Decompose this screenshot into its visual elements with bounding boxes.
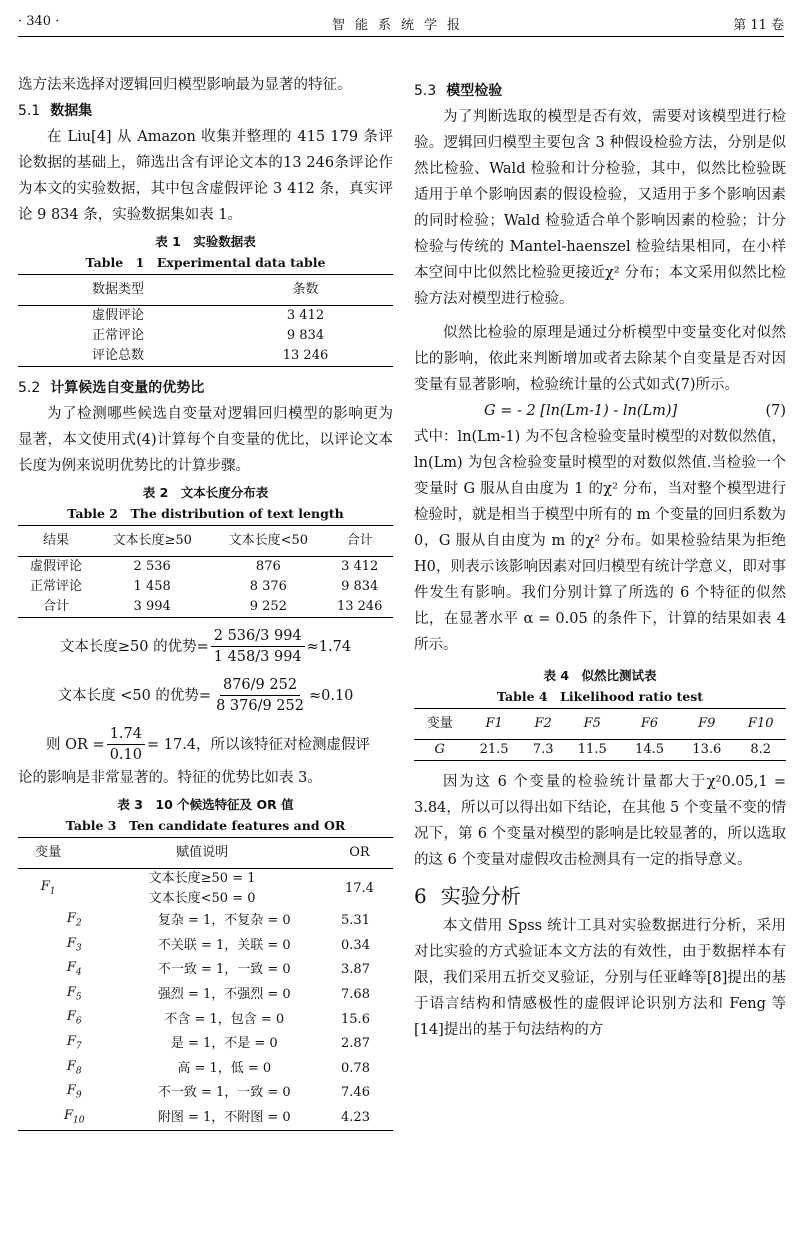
page-number: · 340 · (18, 14, 60, 29)
table4-caption-en: Table 4 Likelihood ratio test (496, 689, 704, 704)
table-header: 文本长度<50 (210, 526, 326, 557)
table-row: 评论总数 13 246 (18, 346, 393, 367)
table-row: 正常评论 9 834 (92, 328, 325, 343)
table-header: F2 (523, 709, 564, 740)
paragraph: 本文借用 Spss 统计工具对实验数据进行分析，采用对比实验的方式验证本文方法的有效性，由于数据样本有限，我们采用五折交叉验证，分别与任亚峰等[8]提出的基于语言结构和情感极性的虚假评论识别方法和 Feng 等[14]提出的基于句法结构的方 (414, 918, 786, 1038)
paragraph: 在 Liu[4] 从 Amazon 收集并整理的 415 179 条评论数据的基础上，筛选出含有评论文本的13 246条评论作为本文的实验数据，其中包含虚假评论 3 412 条，真实评论 9 834 条，实验数据集如表 1。 (18, 129, 393, 223)
table-header: 条数 (218, 275, 393, 306)
odds-formula-ge50: 文本长度≥50 的优势= $\frac{2 536/3 994}{1 458/3 994}$ ≈1.74 (59, 628, 352, 665)
section-heading-6: 6 实验分析 (414, 884, 521, 908)
table2-caption-zh: 表 2 文本长度分布表 (142, 485, 269, 500)
table-header: 变量 (414, 709, 465, 740)
table-row: $F_9$ 不一致 = 1，一致 = 0 7.46 (66, 1083, 370, 1101)
table-row: $F_6$ 不含 = 1，包含 = 0 15.6 (66, 1009, 370, 1027)
table-header: 变量 (18, 838, 78, 869)
paragraph: 似然比检验的原理是通过分析模型中变量变化对似然比的影响，依此来判断增加或者去除某个自变量是否对因变量有显著影响，检验统计量的公式如式(7)所示。 (414, 325, 786, 393)
table-header: F5 (564, 709, 621, 740)
table-1 (18, 274, 393, 367)
table-row: $F_7$ 是 = 1，不是 = 0 2.87 (66, 1033, 370, 1052)
section-heading-5-3: 5.3 模型检验 (414, 83, 503, 99)
table-row: $F_5$ 强烈 = 1，不强烈 = 0 7.68 (66, 984, 370, 1003)
table-header: 结果 (18, 526, 94, 557)
table-header: 赋值说明 (78, 838, 326, 869)
table1-caption-zh: 表 1 实验数据表 (155, 234, 256, 249)
table-row: 合计 3 994 9 252 13 246 (18, 597, 393, 618)
table-3-rows (18, 909, 393, 1131)
paragraph: 因为这 6 个变量的检验统计量都大于χ²0.05,1 = 3.84，所以可以得出如下结论，在其他 5 个变量不变的情况下，第 6 个变量对模型的影响是比较显著的，所以选取的这 6 个变量对虚假攻击检测具有一定的指导意义。 (414, 774, 786, 868)
paragraph: 论的影响是非常显著的。特征的优势比如表 3。 (18, 770, 322, 786)
paragraph: 为了检测哪些候选自变量对逻辑回归模型的影响更为显著，本文使用式(4)计算每个自变量的优比，以评论文本长度为例来说明优势比的计算步骤。 (18, 406, 393, 474)
running-header (18, 12, 784, 37)
right-column (414, 78, 786, 1043)
left-column (18, 72, 393, 1131)
table-row: G 21.5 7.3 11.5 14.5 13.6 8.2 (414, 740, 786, 761)
table-header: 数据类型 (18, 275, 218, 306)
or-formula: 则 OR = $\frac{1.74}{0.10}$ = 17.4，所以该特征对检测虚假评 (46, 726, 371, 763)
table-header: 文本长度≥50 (94, 526, 210, 557)
table-row: $F_3$ 不关联 = 1，关联 = 0 0.34 (66, 935, 370, 954)
journal-name: 智能系统学报 (331, 18, 470, 33)
table-4 (414, 708, 786, 761)
paragraph: 为了判断选取的模型是否有效，需要对该模型进行检验。逻辑回归模型主要包含 3 种假设检验方法，分别是似然比检验、Wald 检验和计分检验，其中，似然比检验既适用于单个影响因素的假设检验，又适用于多个影响因素的同时检验；Wald 检验适合单个影响因素的检验；计分检验与传统的 Mantel-haenszel 检验结果相同，在小样本空间中比似然比检验更接近χ² 分布；本文采用似然比检验方法对模型进行检验。 (414, 109, 786, 307)
table-header: F10 (735, 709, 786, 740)
table3-caption-zh: 表 3 10 个候选特征及 OR 值 (117, 797, 294, 812)
table-header: OR (326, 838, 393, 869)
table-header: 合计 (326, 526, 393, 557)
table3-caption-en: Table 3 Ten candidate features and OR (65, 818, 346, 833)
table-row: 虚假评论 3 412 (92, 308, 325, 323)
table-header: F6 (621, 709, 678, 740)
volume-label: 第 11 卷 (733, 18, 784, 33)
table-row: $F_1$ 文本长度≥50 = 1 17.4 (40, 871, 374, 897)
paragraph: 式中：ln(Lm-1) 为不包含检验变量时模型的对数似然值，ln(Lm) 为包含检验变量时模型的对数似然值.当检验一个变量时 G 服从自由度为 1 的χ² 分布，当对整个模型进行检验时，就是相当于模型中所有的 m 个变量的回归系数为 0，G 服从自由度为 m 的χ² 分布。如果检验结果为拒绝 H0，则表示该影响因素对回归模型有统计学意义，即对事件发生有影响。我们分别计算了所选的 6 个特征的似然比，在显著水平 α = 0.05 的条件下，计算的结果如表 4 所示。 (414, 429, 786, 653)
equation-7: G = - 2 [ln(Lm-1) - ln(Lm)] (7) (484, 403, 786, 419)
section-heading-5-1: 5.1 数据集 (18, 103, 93, 119)
table2-caption-en: Table 2 The distribution of text length (67, 506, 344, 521)
table-row: $F_2$ 复杂 = 1，不复杂 = 0 5.31 (66, 911, 370, 929)
table-row: $F_8$ 高 = 1，低 = 0 0.78 (66, 1058, 370, 1077)
table-row: 正常评论 1 458 8 376 9 834 (30, 579, 379, 594)
table-2 (18, 525, 393, 618)
table-row: $F_4$ 不一致 = 1，一致 = 0 3.87 (66, 960, 370, 978)
table-row: 虚假评论 2 536 876 3 412 (30, 559, 379, 574)
table-header: F9 (678, 709, 735, 740)
table-3: 变量 赋值说明 OR $F_1$ 文本长度≥50 = 1 17.4 文本长度<50 = 0 (18, 837, 393, 909)
table-row: $F_{10}$ 附图 = 1，不附图 = 0 4.23 (18, 1106, 393, 1131)
paragraph: 选方法来选择对逻辑回归模型影响最为显著的特征。 (18, 77, 352, 93)
table1-caption-en: Table 1 Experimental data table (85, 255, 326, 270)
table-header: F1 (465, 709, 522, 740)
section-heading-5-2: 5.2 计算候选自变量的优势比 (18, 380, 205, 396)
table4-caption-zh: 表 4 似然比测试表 (543, 668, 657, 683)
odds-formula-lt50: 文本长度 <50 的优势= $\frac{876/9 252}{8 376/9 252}$ ≈0.10 (57, 677, 354, 714)
